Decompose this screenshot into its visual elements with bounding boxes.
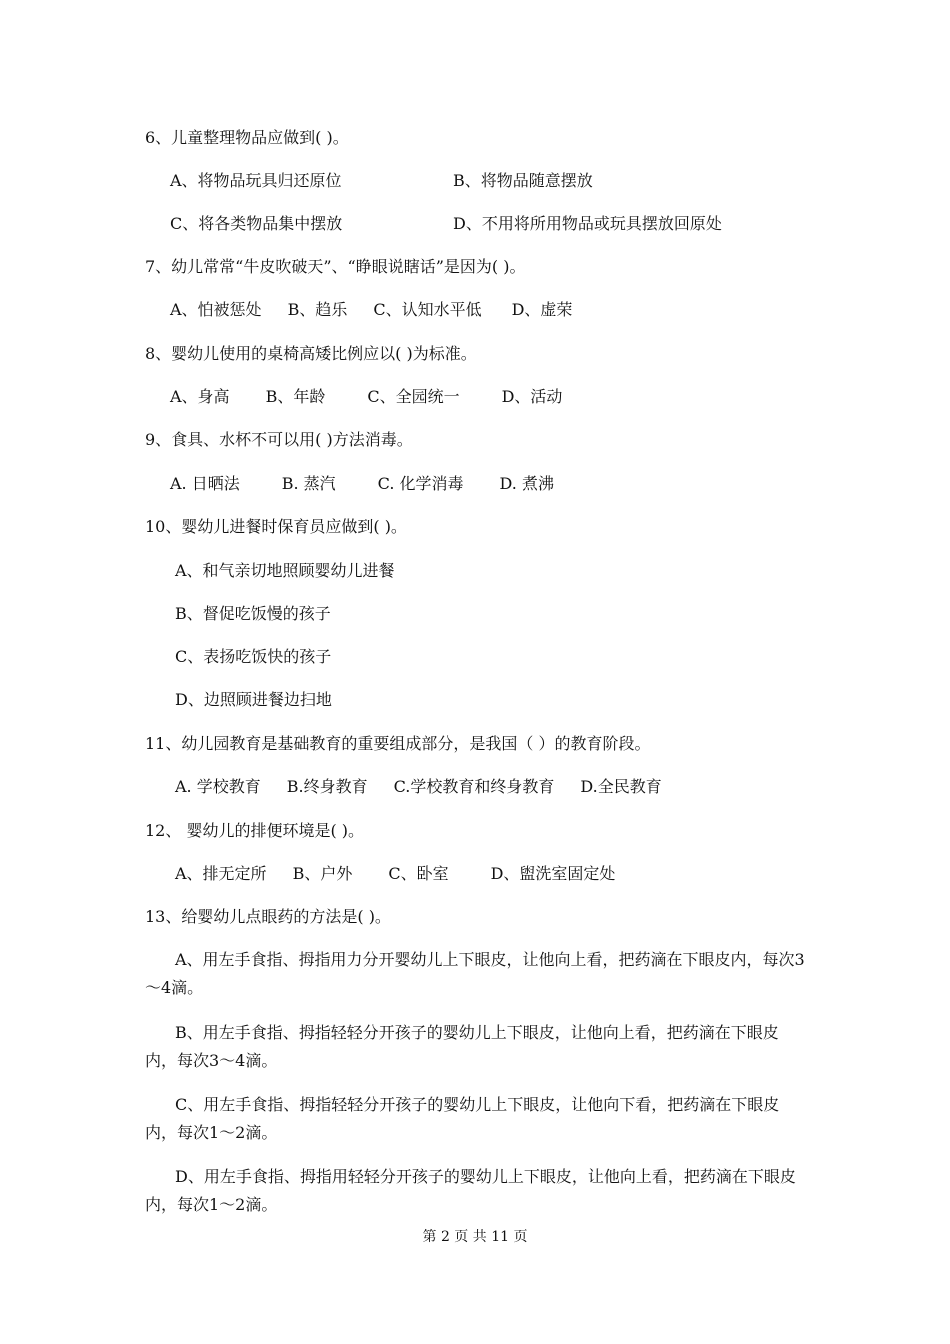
- question-7-option-d: D、虚荣: [511, 300, 573, 319]
- question-6-stem: 6、儿童整理物品应做到( )。: [145, 128, 349, 147]
- question-9-stem: 9、食具、水杯不可以用( )方法消毒。: [145, 430, 413, 449]
- question-13-option-b: B、用左手食指、拇指轻轻分开孩子的婴幼儿上下眼皮，让他向上看，把药滴在下眼皮内，每次3～4滴。: [145, 1023, 779, 1070]
- question-12-option-b: B、户外: [292, 864, 353, 883]
- question-10-option-d: D、边照顾进餐边扫地: [175, 690, 332, 709]
- question-6-option-a: A、将物品玩具归还原位: [170, 171, 342, 190]
- question-13-stem: 13、给婴幼儿点眼药的方法是( )。: [145, 907, 391, 926]
- question-7-options: [170, 300, 572, 320]
- question-9-option-d: D. 煮沸: [499, 474, 554, 493]
- question-10-option-a: A、和气亲切地照顾婴幼儿进餐: [175, 561, 395, 580]
- question-12-option-d: D、盥洗室固定处: [490, 864, 616, 883]
- question-9-option-b: B. 蒸汽: [281, 474, 336, 493]
- question-12-stem: 12、 婴幼儿的排便环境是( )。: [145, 821, 365, 840]
- question-8-option-d: D、活动: [501, 387, 563, 406]
- question-8-option-a: A、身高: [170, 387, 230, 406]
- question-10-option-c: C、表扬吃饭快的孩子: [175, 647, 332, 666]
- question-7-option-c: C、认知水平低: [373, 300, 482, 319]
- question-9-option-c: C. 化学消毒: [377, 474, 464, 493]
- question-13-option-c: C、用左手食指、拇指轻轻分开孩子的婴幼儿上下眼皮，让他向下看，把药滴在下眼皮内，每次1～2滴。: [145, 1095, 780, 1142]
- question-10-stem: 10、婴幼儿进餐时保育员应做到( )。: [145, 517, 407, 536]
- question-8-option-c: C、全园统一: [367, 387, 460, 406]
- question-11-options: [175, 777, 662, 797]
- question-7-option-a: A、怕被惩处: [170, 300, 262, 319]
- question-8-option-b: B、年龄: [265, 387, 326, 406]
- question-11-option-b: B.终身教育: [286, 777, 368, 796]
- question-9-option-a: A. 日晒法: [170, 474, 240, 493]
- question-10-option-b: B、督促吃饭慢的孩子: [175, 604, 331, 623]
- question-11-option-a: A. 学校教育: [175, 777, 261, 796]
- question-11-stem: 11、幼儿园教育是基础教育的重要组成部分，是我国（ ）的教育阶段。: [145, 734, 651, 753]
- question-8-options: [170, 387, 562, 407]
- question-11-option-d: D.全民教育: [580, 777, 662, 796]
- question-13-option-d: D、用左手食指、拇指用轻轻分开孩子的婴幼儿上下眼皮，让他向上看，把药滴在下眼皮内，每次1～2滴。: [145, 1167, 796, 1214]
- question-12-option-a: A、排无定所: [175, 864, 267, 883]
- question-8-stem: 8、婴幼儿使用的桌椅高矮比例应以( )为标准。: [145, 344, 477, 363]
- question-6-option-b: B、将物品随意摆放: [453, 171, 593, 190]
- page-number-footer: 第 2 页 共 11 页: [422, 1229, 528, 1245]
- question-12-option-c: C、卧室: [388, 864, 449, 883]
- question-7-option-b: B、趋乐: [287, 300, 348, 319]
- question-13-option-a: A、用左手食指、拇指用力分开婴幼儿上下眼皮，让他向上看，把药滴在下眼皮内，每次3～4滴。: [145, 950, 805, 997]
- question-12-options: [175, 864, 615, 884]
- question-11-option-c: C.学校教育和终身教育: [393, 777, 555, 796]
- question-7-stem: 7、幼儿常常“牛皮吹破天”、“睁眼说瞎话”是因为( )。: [145, 257, 526, 276]
- question-6-option-c: C、将各类物品集中摆放: [170, 214, 343, 233]
- question-6-option-d: D、不用将所用物品或玩具摆放回原处: [453, 214, 722, 233]
- question-9-options: [170, 474, 554, 494]
